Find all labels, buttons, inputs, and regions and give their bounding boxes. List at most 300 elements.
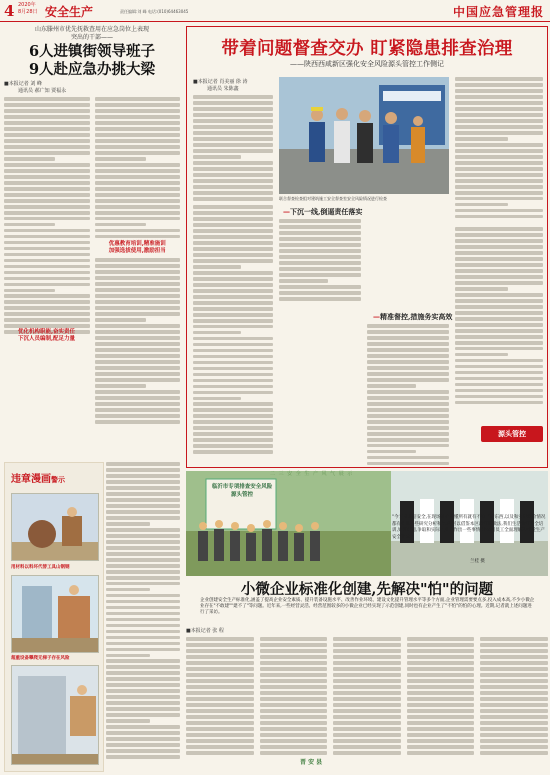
- body-text-line: [455, 299, 543, 303]
- body-text-line: [106, 719, 150, 723]
- body-text-line: [260, 739, 328, 743]
- body-text-line: [260, 733, 328, 737]
- body-text-line: [455, 167, 543, 171]
- body-text-line: [480, 649, 548, 653]
- body-text-line: [455, 161, 543, 165]
- body-text-line: [193, 414, 273, 418]
- body-text-line: [333, 727, 401, 731]
- body-text-line: [193, 167, 273, 171]
- body-text-line: [367, 336, 449, 340]
- body-text-line: [95, 300, 181, 304]
- body-text-line: [193, 149, 273, 153]
- body-text-line: [480, 685, 548, 689]
- body-text-line: [193, 373, 273, 377]
- body-text-line: [260, 721, 328, 725]
- body-text-line: [455, 269, 543, 273]
- body-text-line: [193, 185, 273, 189]
- body-text-line: [95, 378, 181, 382]
- body-text-line: [455, 113, 543, 117]
- body-text-line: [193, 408, 273, 412]
- body-text-line: [95, 229, 181, 233]
- photo-credit: 兰桂 摄: [470, 559, 485, 564]
- body-text-line: [4, 253, 90, 257]
- body-text-line: [455, 389, 543, 393]
- body-text-line: [407, 679, 475, 683]
- body-text-line: [333, 637, 401, 641]
- body-text-line: [193, 107, 273, 111]
- body-text-line: [106, 677, 180, 681]
- body-text-line: [367, 426, 449, 430]
- body-text-line: [186, 715, 254, 719]
- body-text-line: [4, 229, 90, 233]
- body-text-line: [407, 637, 475, 641]
- body-text-line: [455, 359, 543, 363]
- body-text-line: [193, 265, 241, 269]
- body-text-line: [106, 671, 180, 675]
- body-text-line: [455, 263, 543, 267]
- body-text-line: [4, 283, 90, 287]
- body-text-line: [193, 385, 273, 389]
- body-text-line: [333, 685, 401, 689]
- body-text-line: [106, 618, 180, 622]
- body-text-line: [4, 271, 90, 275]
- body-text-line: [4, 175, 90, 179]
- body-text-line: [407, 643, 475, 647]
- body-text-line: [193, 179, 273, 183]
- feature-photo: [279, 77, 449, 194]
- body-text-line: [279, 297, 361, 301]
- body-text-line: [333, 739, 401, 743]
- body-text-line: [455, 395, 543, 399]
- body-text-line: [4, 306, 90, 310]
- body-text-line: [260, 679, 328, 683]
- cartoon-box: [4, 462, 104, 772]
- lead-body-col: [4, 97, 90, 426]
- body-text-line: [260, 709, 328, 713]
- body-text-line: [193, 295, 273, 299]
- lead-subhead: 优惠教育培训,精准施训 加强选拔使用,激励担当: [108, 241, 166, 255]
- body-text-line: [407, 673, 475, 677]
- body-text-line: [480, 637, 548, 641]
- body-text-line: [186, 691, 254, 695]
- body-text-line: [193, 229, 273, 233]
- body-text-line: [106, 630, 180, 634]
- body-text-line: [186, 661, 254, 665]
- body-text-line: [407, 661, 475, 665]
- body-text-line: [186, 643, 254, 647]
- body-text-line: [333, 649, 401, 653]
- body-text-line: [4, 199, 90, 203]
- body-text-line: [95, 103, 181, 107]
- body-text-line: [193, 426, 273, 430]
- body-text-line: [95, 264, 181, 268]
- body-text-line: [480, 739, 548, 743]
- body-text-line: [367, 456, 449, 460]
- body-text-line: [455, 227, 543, 231]
- body-text-line: [407, 709, 475, 713]
- body-text-line: [186, 655, 254, 659]
- body-text-line: [193, 283, 273, 287]
- section-name: 安全生产: [45, 5, 94, 19]
- photo-caption: 联合督查检查组对建筑施工安全督查室安全风险情况进行检查: [279, 196, 387, 201]
- body-text-line: [260, 655, 328, 659]
- body-text-line: [367, 348, 449, 352]
- bottom-headline: 小微企业标准化创建,先解决"怕"的问题: [240, 581, 494, 598]
- body-text-line: [193, 95, 273, 99]
- body-text-line: [455, 233, 543, 237]
- body-text-line: [455, 149, 543, 153]
- body-text-line: [193, 113, 273, 117]
- body-text-line: [367, 360, 449, 364]
- body-text-line: [95, 187, 181, 191]
- body-text-line: [95, 223, 146, 227]
- body-text-line: [455, 335, 543, 339]
- body-text-line: [4, 223, 55, 227]
- body-text-line: [279, 219, 361, 223]
- lead-subhead: 优化机构职能,奋实责任 下沉人员编制,配足力量: [17, 329, 76, 342]
- body-text-line: [455, 131, 543, 135]
- feature-headline: 带着问题督查交办 盯紧隐患排查治理: [221, 39, 513, 59]
- body-text-line: [333, 667, 401, 671]
- body-text-line: [95, 235, 181, 239]
- body-text-line: [95, 360, 181, 364]
- body-text-line: [193, 197, 273, 201]
- body-text-line: [193, 420, 273, 424]
- body-text-line: [455, 215, 543, 219]
- body-text-line: [193, 438, 273, 442]
- body-text-line: [333, 661, 401, 665]
- cartoon-caption: 用材料以料坏代替工具山钢钢: [11, 565, 70, 570]
- body-text-line: [106, 546, 180, 550]
- body-text-line: [455, 173, 543, 177]
- body-text-line: [455, 89, 543, 93]
- body-text-line: [4, 157, 55, 161]
- body-text-line: [455, 377, 543, 381]
- body-text-line: [193, 137, 273, 141]
- body-text-line: [455, 347, 543, 351]
- lead-byline: ■本报记者 刘 峰 通讯员 郝广知 贾福永: [4, 81, 67, 94]
- body-text-line: [367, 354, 449, 358]
- body-text-line: [455, 203, 508, 207]
- body-text-line: [95, 211, 181, 215]
- body-text-line: [455, 137, 508, 141]
- body-text-line: [186, 697, 254, 701]
- body-text-line: [106, 606, 180, 610]
- body-text-line: [193, 161, 273, 165]
- feature-body-col: [455, 227, 543, 407]
- body-text-line: [106, 486, 180, 490]
- body-text-line: [407, 697, 475, 701]
- body-text-line: [279, 279, 328, 283]
- body-text-line: [193, 217, 273, 221]
- bottom-body-col: [407, 637, 475, 757]
- body-text-line: [333, 721, 401, 725]
- body-text-line: [193, 391, 273, 395]
- body-text-line: [95, 133, 181, 137]
- body-text-line: [95, 145, 181, 149]
- body-text-line: [333, 703, 401, 707]
- body-text-line: [279, 249, 361, 253]
- body-text-line: [193, 119, 273, 123]
- body-text-line: [333, 673, 401, 677]
- cartoon-panel: [11, 665, 99, 765]
- banner-sign-text: 临沂市专项排查安全风险源头管控: [211, 484, 273, 498]
- photo-quote: "今天我来陪安全,在现场就有不懂所有就有不到了的东西,以及和实际危险情况都有实施一些研究分析和比较,可以借鉴本区最好的做法,我们生活做好安全培训,处理问题,争取和实际上真正作出一些事情,让公司员工全面理解和接受生产安全要求.": [392, 515, 546, 540]
- body-text-line: [193, 397, 241, 401]
- body-text-line: [4, 139, 90, 143]
- body-text-line: [480, 715, 548, 719]
- body-text-line: [95, 157, 146, 161]
- body-text-line: [279, 237, 361, 241]
- body-text-line: [193, 432, 273, 436]
- body-text-line: [193, 205, 273, 209]
- feature-byline: ■本报记者 肖美丽 徐 涛 通讯员 朱陈鑫: [193, 79, 248, 92]
- body-text-line: [186, 685, 254, 689]
- body-text-line: [4, 241, 90, 245]
- body-text-line: [260, 667, 328, 671]
- body-text-line: [455, 293, 543, 297]
- photo-ticker: 二 三 安 全 生 产 风 气 展 示: [270, 471, 354, 477]
- body-text-line: [106, 468, 180, 472]
- body-text-line: [455, 185, 543, 189]
- body-text-line: [260, 697, 328, 701]
- body-text-line: [106, 648, 180, 652]
- bottom-body-col: [186, 637, 254, 757]
- feature-body-col: [455, 77, 543, 221]
- body-text-line: [455, 239, 543, 243]
- body-text-line: [279, 231, 361, 235]
- body-text-line: [455, 209, 543, 213]
- body-text-line: [455, 305, 543, 309]
- lead-kicker: 山东滕州市优先抚救查用在应急岗位上表现 突出的干部——: [34, 26, 149, 41]
- body-text-line: [367, 372, 449, 376]
- body-text-line: [4, 300, 90, 304]
- body-text-line: [186, 733, 254, 737]
- body-text-line: [480, 697, 548, 701]
- body-text-line: [480, 727, 548, 731]
- body-text-line: [193, 450, 273, 454]
- body-text-line: [193, 259, 273, 263]
- body-text-line: [407, 733, 475, 737]
- body-text-line: [260, 727, 328, 731]
- body-text-line: [333, 715, 401, 719]
- body-text-line: [455, 155, 543, 159]
- body-text-line: [193, 277, 273, 281]
- body-text-line: [95, 348, 181, 352]
- body-text-line: [455, 77, 543, 81]
- body-text-line: [95, 372, 181, 376]
- body-text-line: [260, 751, 328, 755]
- body-text-line: [106, 552, 180, 556]
- body-text-line: [106, 564, 180, 568]
- body-text-line: [193, 173, 273, 177]
- body-text-line: [106, 504, 180, 508]
- body-text-line: [455, 107, 543, 111]
- body-text-line: [455, 401, 543, 405]
- body-text-line: [480, 673, 548, 677]
- inspection-photo: [279, 77, 449, 194]
- body-text-line: [455, 275, 543, 279]
- feature-body-col: [193, 205, 273, 456]
- body-text-line: [106, 510, 180, 514]
- issue-date: 2020年 8月28日: [18, 2, 38, 15]
- body-text-line: [455, 125, 543, 129]
- body-text-line: [407, 691, 475, 695]
- body-text-line: [193, 253, 273, 257]
- body-text-line: [455, 197, 543, 201]
- body-text-line: [455, 83, 543, 87]
- feature-subtitle: ——陕西西咸新区强化安全风险源头管控工作侧记: [290, 60, 444, 68]
- cartoon-title: 违章漫画警示: [11, 474, 65, 485]
- bottom-body-col: [333, 637, 401, 757]
- body-text-line: [4, 247, 90, 251]
- body-text-line: [455, 95, 543, 99]
- body-text-line: [95, 390, 181, 394]
- body-text-line: [106, 695, 180, 699]
- body-text-line: [106, 665, 180, 669]
- body-text-line: [279, 291, 361, 295]
- body-text-line: [455, 257, 543, 261]
- body-text-line: [106, 558, 180, 562]
- body-text-line: [193, 361, 273, 365]
- body-text-line: [186, 637, 254, 641]
- body-text-line: [106, 462, 180, 466]
- body-text-line: [455, 101, 543, 105]
- body-text-line: [367, 432, 449, 436]
- body-text-line: [95, 270, 181, 274]
- body-text-line: [279, 255, 361, 259]
- body-text-line: [95, 336, 181, 340]
- body-text-line: [95, 342, 181, 346]
- body-text-line: [193, 289, 273, 293]
- body-text-line: [455, 317, 543, 321]
- body-text-line: [367, 414, 449, 418]
- body-text-line: [260, 661, 328, 665]
- body-text-line: [455, 311, 543, 315]
- body-text-line: [106, 582, 180, 586]
- body-text-line: [95, 276, 181, 280]
- body-text-line: [367, 450, 416, 454]
- body-text-line: [4, 312, 90, 316]
- body-text-line: [186, 745, 254, 749]
- body-text-line: [4, 211, 90, 215]
- body-text-line: [333, 691, 401, 695]
- body-text-line: [407, 655, 475, 659]
- body-text-line: [106, 737, 180, 741]
- body-text-line: [95, 217, 181, 221]
- body-text-line: [95, 127, 181, 131]
- body-text-line: [407, 751, 475, 755]
- body-text-line: [407, 715, 475, 719]
- body-text-line: [106, 576, 180, 580]
- body-text-line: [106, 683, 180, 687]
- body-text-line: [333, 733, 401, 737]
- lead-headline: 6人进镇街领导班子 9人赴应急办挑大梁: [28, 43, 156, 78]
- body-text-line: [95, 288, 181, 292]
- cartoon-panel: [11, 575, 99, 653]
- body-text-line: [367, 462, 449, 466]
- body-text-line: [106, 612, 180, 616]
- body-text-line: [193, 271, 273, 275]
- body-text-line: [407, 745, 475, 749]
- body-text-line: [95, 414, 181, 418]
- body-text-line: [95, 282, 181, 286]
- body-text-line: [407, 649, 475, 653]
- body-text-line: [367, 402, 449, 406]
- body-text-line: [4, 103, 90, 107]
- body-text-line: [106, 624, 180, 628]
- body-text-line: [95, 97, 181, 101]
- body-text-line: [193, 131, 273, 135]
- body-text-line: [4, 289, 55, 293]
- feature-body-col: [279, 219, 361, 303]
- body-text-line: [480, 703, 548, 707]
- body-text-line: [95, 306, 181, 310]
- body-text-line: [480, 679, 548, 683]
- body-text-line: [186, 679, 254, 683]
- body-text-line: [193, 319, 273, 323]
- body-text-line: [4, 145, 90, 149]
- body-text-line: [193, 223, 273, 227]
- body-text-line: [367, 384, 416, 388]
- body-text-line: [4, 127, 90, 131]
- body-text-line: [95, 294, 181, 298]
- body-text-line: [480, 661, 548, 665]
- body-text-line: [193, 155, 241, 159]
- body-text-line: [4, 151, 90, 155]
- body-text-line: [95, 193, 181, 197]
- body-text-line: [106, 755, 180, 759]
- body-text-line: [186, 673, 254, 677]
- bottom-body-col: [260, 637, 328, 757]
- body-text-line: [455, 119, 543, 123]
- body-text-line: [333, 655, 401, 659]
- body-text-line: [4, 133, 90, 137]
- body-text-line: [106, 600, 180, 604]
- body-text-line: [95, 396, 181, 400]
- body-text-line: [106, 642, 180, 646]
- bottom-body: [186, 626, 548, 757]
- body-text-line: [407, 727, 475, 731]
- body-text-line: [95, 169, 181, 173]
- body-text-line: [455, 383, 543, 387]
- body-text-line: [407, 721, 475, 725]
- body-text-line: [407, 739, 475, 743]
- body-text-line: [95, 205, 181, 209]
- body-text-line: [186, 649, 254, 653]
- body-text-line: [480, 667, 548, 671]
- body-text-line: [333, 643, 401, 647]
- body-text-line: [4, 187, 90, 191]
- body-text-line: [4, 163, 90, 167]
- body-text-line: [367, 438, 449, 442]
- feature-subhead: —下沉一线,倒逼责任落实: [283, 207, 363, 216]
- body-text-line: [367, 324, 449, 328]
- body-text-line: [4, 121, 90, 125]
- body-text-line: [260, 685, 328, 689]
- lead-body-col: [95, 97, 181, 426]
- cartoon-illustration: [12, 494, 99, 561]
- body-text-line: [106, 492, 180, 496]
- body-text-line: [367, 396, 449, 400]
- body-text-line: [106, 588, 150, 592]
- body-text-line: [106, 713, 180, 717]
- body-text-line: [367, 378, 449, 382]
- cartoon-panel: [11, 493, 99, 561]
- body-text-line: [186, 667, 254, 671]
- body-text-line: [260, 703, 328, 707]
- body-text-line: [480, 751, 548, 755]
